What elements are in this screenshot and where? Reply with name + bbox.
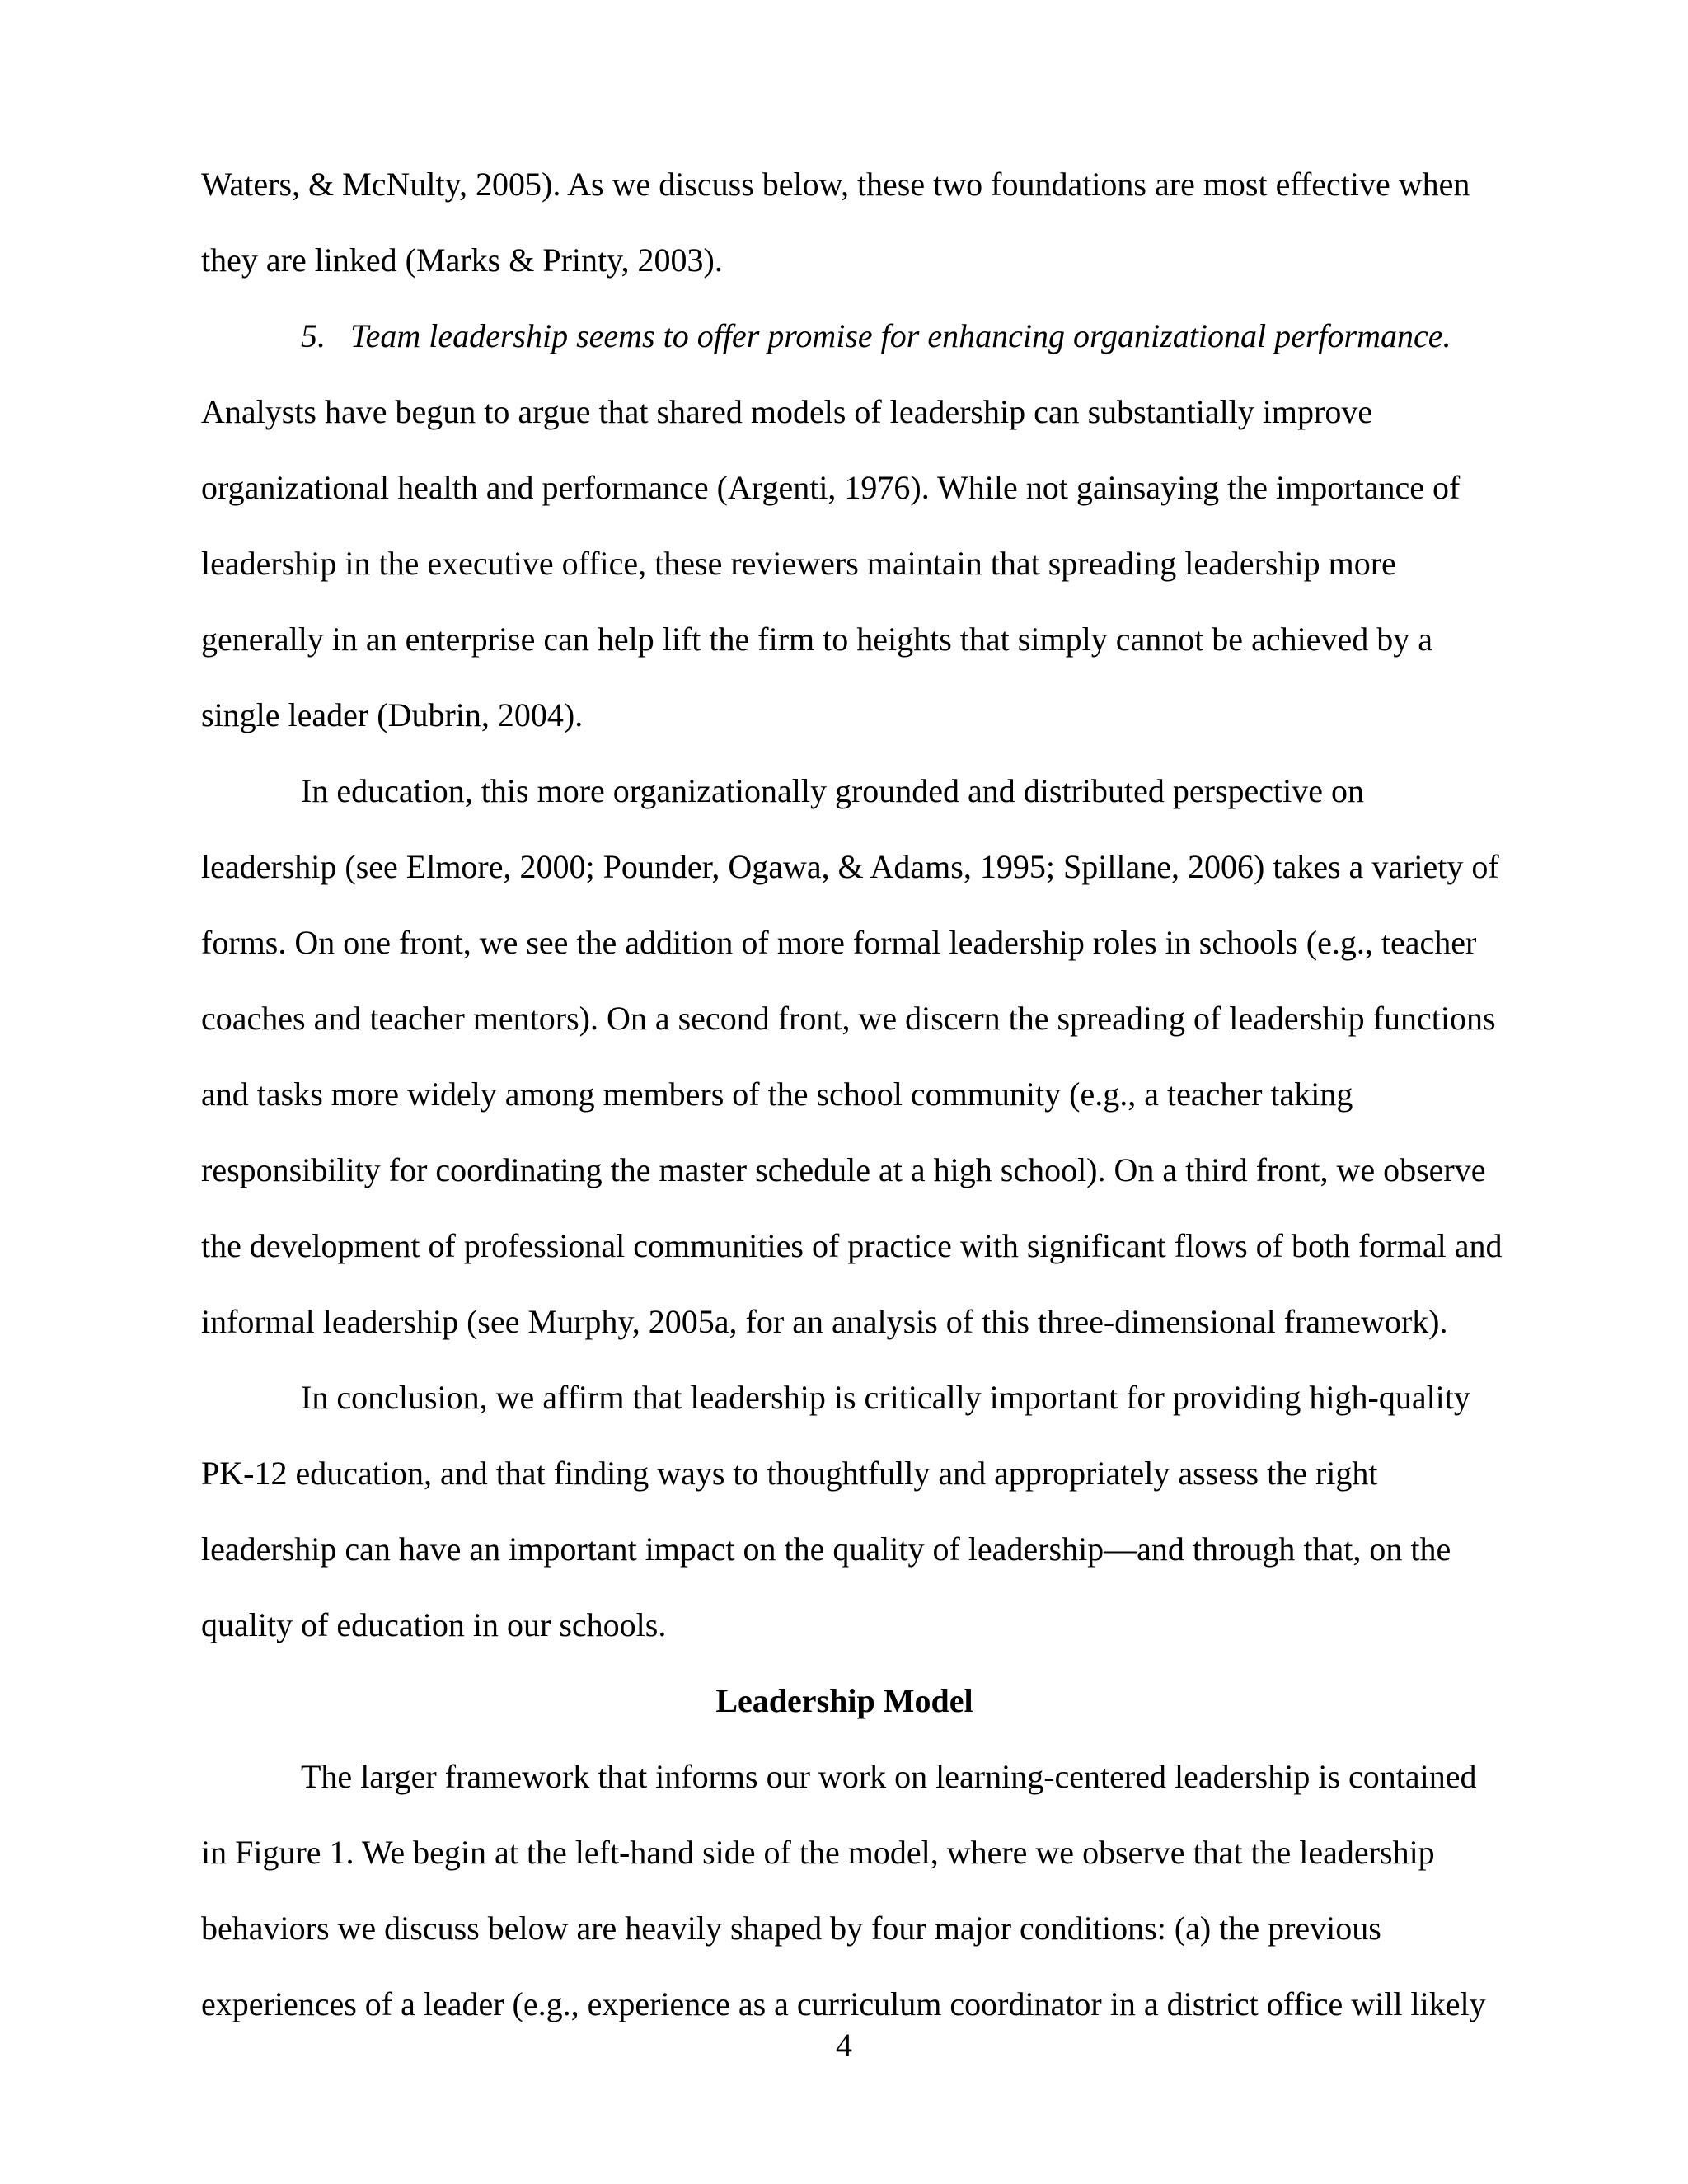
- text-line: [201, 1132, 1488, 1208]
- text-segment: The larger framework that informs our work on learning-centered leadership is contained: [301, 1758, 1477, 1795]
- text-segment: organizational health and performance (Argenti, 1976). While not gainsaying the importance of: [201, 469, 1461, 506]
- text-segment: leadership can have an important impact on the quality of leadership—and through that, on the: [201, 1530, 1451, 1568]
- text-line: [201, 147, 1488, 223]
- text-segment: Analysts have begun to argue that shared models of leadership can substantially improve: [201, 393, 1373, 430]
- text-line: [201, 1057, 1488, 1132]
- text-line: [201, 298, 1488, 374]
- text-segment: informal leadership (see Murphy, 2005a, for an analysis of this three-dimensional framework).: [201, 1303, 1448, 1340]
- text-line: [201, 1284, 1488, 1360]
- text-segment: coaches and teacher mentors). On a second front, we discern the spreading of leadership functions: [201, 1000, 1496, 1037]
- text-segment: and tasks more widely among members of the school community (e.g., a teacher taking: [201, 1076, 1353, 1113]
- text-line: [201, 602, 1488, 677]
- text-segment: PK-12 education, and that finding ways to thoughtfully and appropriately assess the right: [201, 1455, 1378, 1492]
- text-line: [201, 1891, 1488, 1966]
- text-line: [201, 223, 1488, 298]
- text-line: [201, 905, 1488, 981]
- text-line: [201, 1208, 1503, 1284]
- text-segment: Leadership Model: [715, 1682, 973, 1719]
- page-footer: [0, 2029, 1688, 2062]
- text-segment: 5. Team leadership seems to offer promise for enhancing organizational performance.: [301, 317, 1451, 354]
- text-segment: responsibility for coordinating the master schedule at a high school). On a third front, we observe: [201, 1151, 1486, 1188]
- text-line: [201, 1587, 1488, 1663]
- text-line: [201, 677, 1488, 753]
- text-segment: forms. On one front, we see the addition of more formal leadership roles in schools (e.g., teacher: [201, 924, 1477, 961]
- text-segment: generally in an enterprise can help lift the firm to heights that simply cannot be achieved by a: [201, 621, 1432, 658]
- text-segment: single leader (Dubrin, 2004).: [201, 696, 584, 733]
- text-line: [201, 829, 1499, 905]
- text-segment: Waters, & McNulty, 2005). As we discuss below, these two foundations are most effective when: [201, 166, 1470, 203]
- text-line: [201, 526, 1488, 602]
- text-line: [201, 1436, 1488, 1511]
- text-line: [201, 981, 1496, 1057]
- text-line: [201, 1360, 1488, 1436]
- text-segment: In education, this more organizationally grounded and distributed perspective on: [301, 772, 1365, 809]
- text-segment: leadership in the executive office, these reviewers maintain that spreading leadership more: [201, 545, 1396, 582]
- text-segment: In conclusion, we affirm that leadership is critically important for providing high-quality: [301, 1379, 1470, 1416]
- page-number: 4: [836, 2027, 852, 2064]
- text-segment: in Figure 1. We begin at the left-hand side of the model, where we observe that the leadership: [201, 1834, 1435, 1871]
- text-line: [201, 1739, 1488, 1815]
- text-segment: they are linked (Marks & Printy, 2003).: [201, 241, 723, 279]
- text-line: [201, 374, 1488, 450]
- text-segment: behaviors we discuss below are heavily shaped by four major conditions: (a) the previous: [201, 1910, 1381, 1947]
- text-line: [201, 1511, 1488, 1587]
- text-segment: experiences of a leader (e.g., experience as a curriculum coordinator in a district office will likely: [201, 1985, 1486, 2022]
- text-segment: the development of professional communities of practice with significant flows of both formal and: [201, 1227, 1503, 1264]
- text-line: [201, 450, 1488, 526]
- text-line: [201, 753, 1488, 829]
- document-body: [201, 147, 1503, 2042]
- text-segment: quality of education in our schools.: [201, 1606, 667, 1643]
- section-heading: [201, 1663, 1488, 1739]
- text-segment: leadership (see Elmore, 2000; Pounder, Ogawa, & Adams, 1995; Spillane, 2006) takes a variety of: [201, 848, 1499, 885]
- text-line: [201, 1815, 1488, 1891]
